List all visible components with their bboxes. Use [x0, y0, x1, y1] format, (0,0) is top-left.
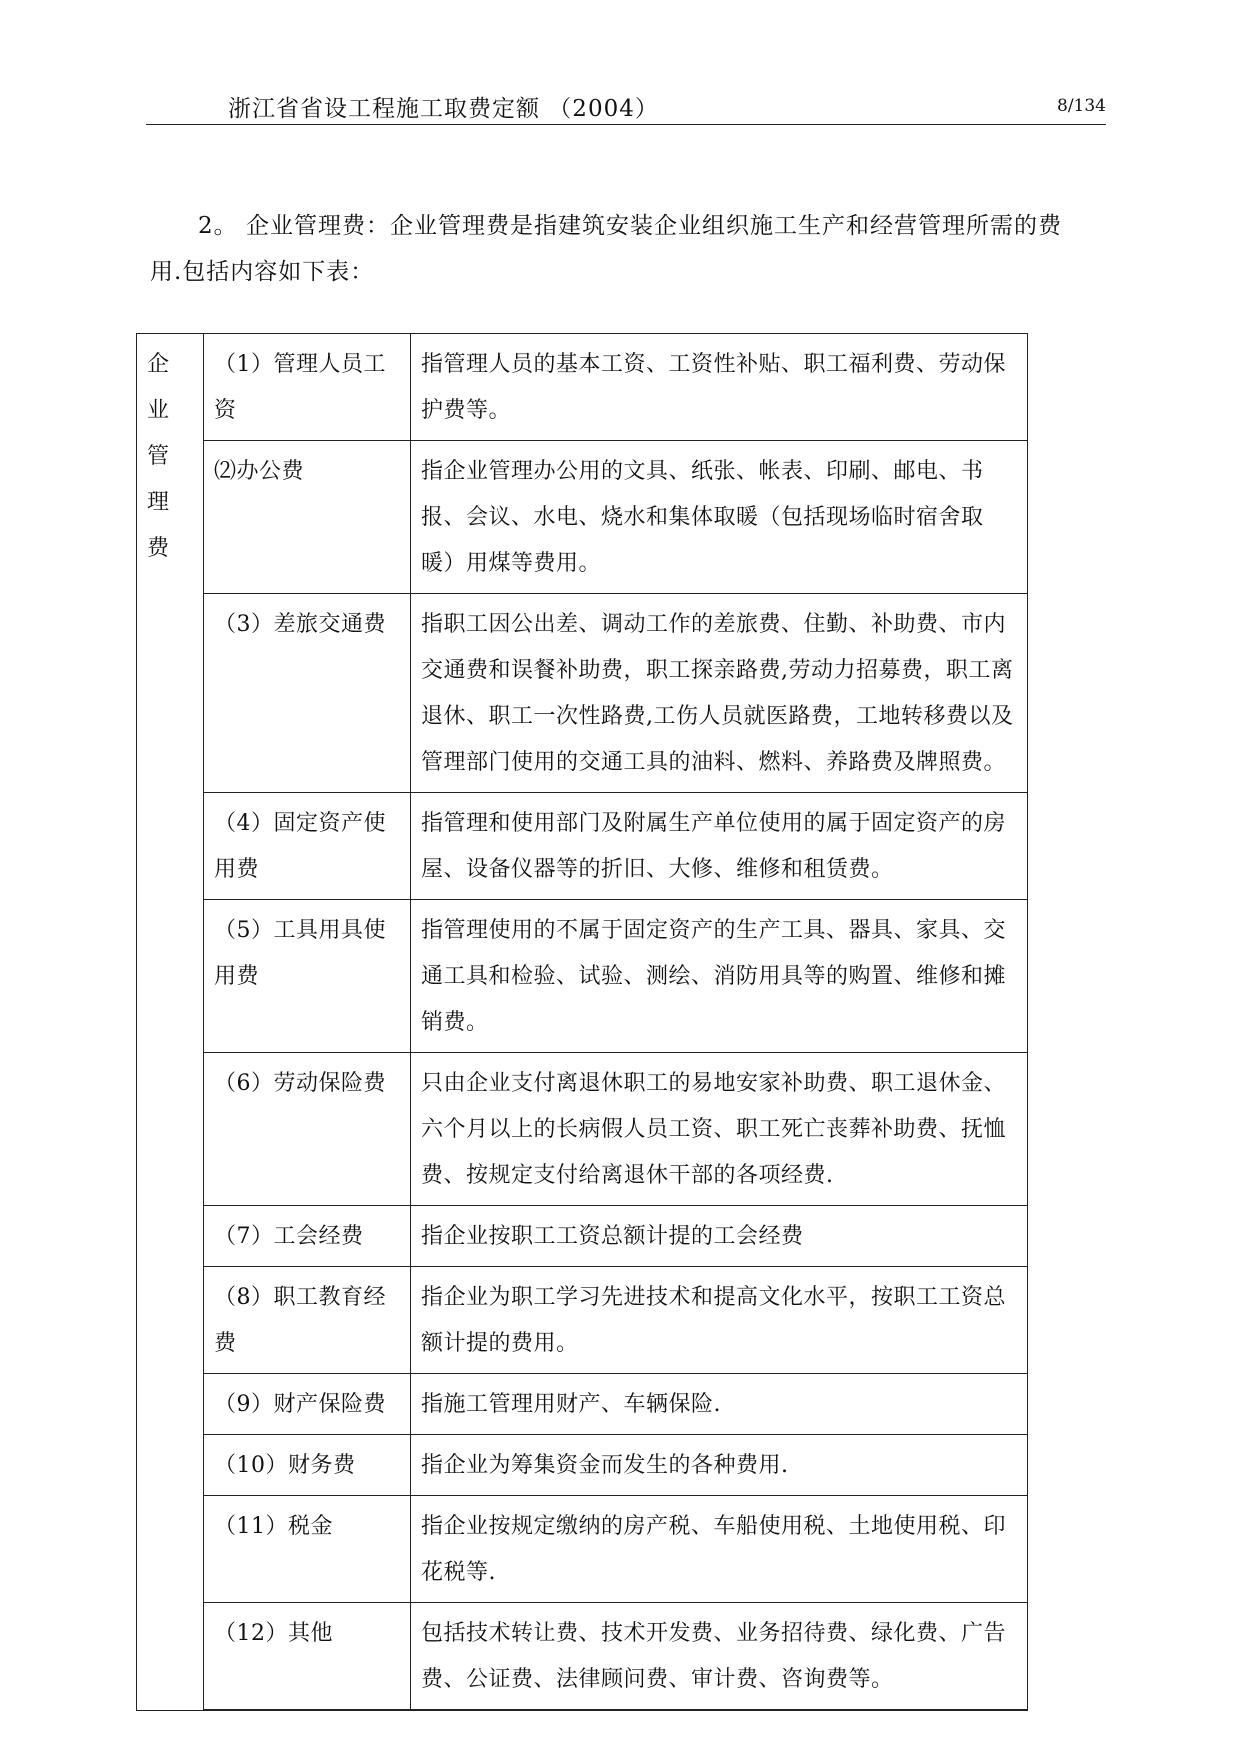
- item-cell: （7）工会经费: [204, 1206, 411, 1267]
- desc-cell: 指职工因公出差、调动工作的差旅费、住勤、补助费、市内交通费和误餐补助费，职工探亲路费,劳动力招募费，职工离退休、职工一次性路费,工伤人员就医路费，工地转移费以及管理部门使用的交通工具的油料、燃料、养路费及牌照费。: [411, 594, 1028, 793]
- intro-line-1: 2。 企业管理费：企业管理费是指建筑安装企业组织施工生产和经营管理所需的费: [198, 213, 1062, 239]
- item-cell: （11）税金: [204, 1496, 411, 1603]
- desc-cell: 指管理和使用部门及附属生产单位使用的属于固定资产的房屋、设备仪器等的折旧、大修、维修和租赁费。: [411, 793, 1028, 900]
- intro-line-2: 用.包括内容如下表：: [150, 259, 375, 285]
- table-row: [137, 900, 1028, 1053]
- table-row: [137, 1053, 1028, 1206]
- desc-cell: 指管理人员的基本工资、工资性补贴、职工福利费、劳动保护费等。: [411, 334, 1028, 441]
- table-row: [137, 793, 1028, 900]
- table-row: [137, 441, 1028, 594]
- desc-cell: 指企业为筹集资金而发生的各种费用.: [411, 1435, 1028, 1496]
- desc-cell: 指企业按规定缴纳的房产税、车船使用税、土地使用税、印花税等.: [411, 1496, 1028, 1603]
- desc-cell: 指企业管理办公用的文具、纸张、帐表、印刷、邮电、书报、会议、水电、烧水和集体取暖（包括现场临时宿舍取暖）用煤等费用。: [411, 441, 1028, 594]
- item-cell: （5）工具用具使用费: [204, 900, 411, 1053]
- page-number: 8/134: [1057, 96, 1106, 116]
- desc-cell: 包括技术转让费、技术开发费、业务招待费、绿化费、广告费、公证费、法律顾问费、审计费、咨询费等。: [411, 1603, 1028, 1711]
- table-row: [137, 594, 1028, 793]
- item-cell: （1）管理人员工资: [204, 334, 411, 441]
- item-cell: （4）固定资产使用费: [204, 793, 411, 900]
- table-row: [137, 1206, 1028, 1267]
- item-cell: （10）财务费: [204, 1435, 411, 1496]
- desc-cell: 指企业按职工工资总额计提的工会经费: [411, 1206, 1028, 1267]
- desc-cell: 指管理使用的不属于固定资产的生产工具、器具、家具、交通工具和检验、试验、测绘、消防用具等的购置、维修和摊销费。: [411, 900, 1028, 1053]
- table-row: [137, 1374, 1028, 1435]
- table-row: [137, 1267, 1028, 1374]
- item-cell: （12）其他: [204, 1603, 411, 1711]
- item-cell: ⑵办公费: [204, 441, 411, 594]
- item-cell: （3）差旅交通费: [204, 594, 411, 793]
- table-row: [137, 334, 1028, 441]
- item-cell: （6）劳动保险费: [204, 1053, 411, 1206]
- page-header: [146, 88, 1106, 125]
- item-cell: （9）财产保险费: [204, 1374, 411, 1435]
- item-cell: （8）职工教育经费: [204, 1267, 411, 1374]
- desc-cell: 指施工管理用财产、车辆保险.: [411, 1374, 1028, 1435]
- category-cell: [137, 334, 204, 1711]
- table-row: [137, 1603, 1028, 1711]
- table-row: [137, 1496, 1028, 1603]
- document-title: 浙江省省设工程施工取费定额 （2004）: [228, 96, 659, 122]
- intro-paragraph: [150, 203, 1106, 295]
- desc-cell: 只由企业支付离退休职工的易地安家补助费、职工退休金、六个月以上的长病假人员工资、职工死亡丧葬补助费、抚恤费、按规定支付给离退休干部的各项经费.: [411, 1053, 1028, 1206]
- table-row: [137, 1435, 1028, 1496]
- desc-cell: 指企业为职工学习先进技术和提高文化水平，按职工工资总额计提的费用。: [411, 1267, 1028, 1374]
- category-label: 企业管理费: [147, 352, 170, 561]
- management-fee-table: [136, 333, 1028, 1711]
